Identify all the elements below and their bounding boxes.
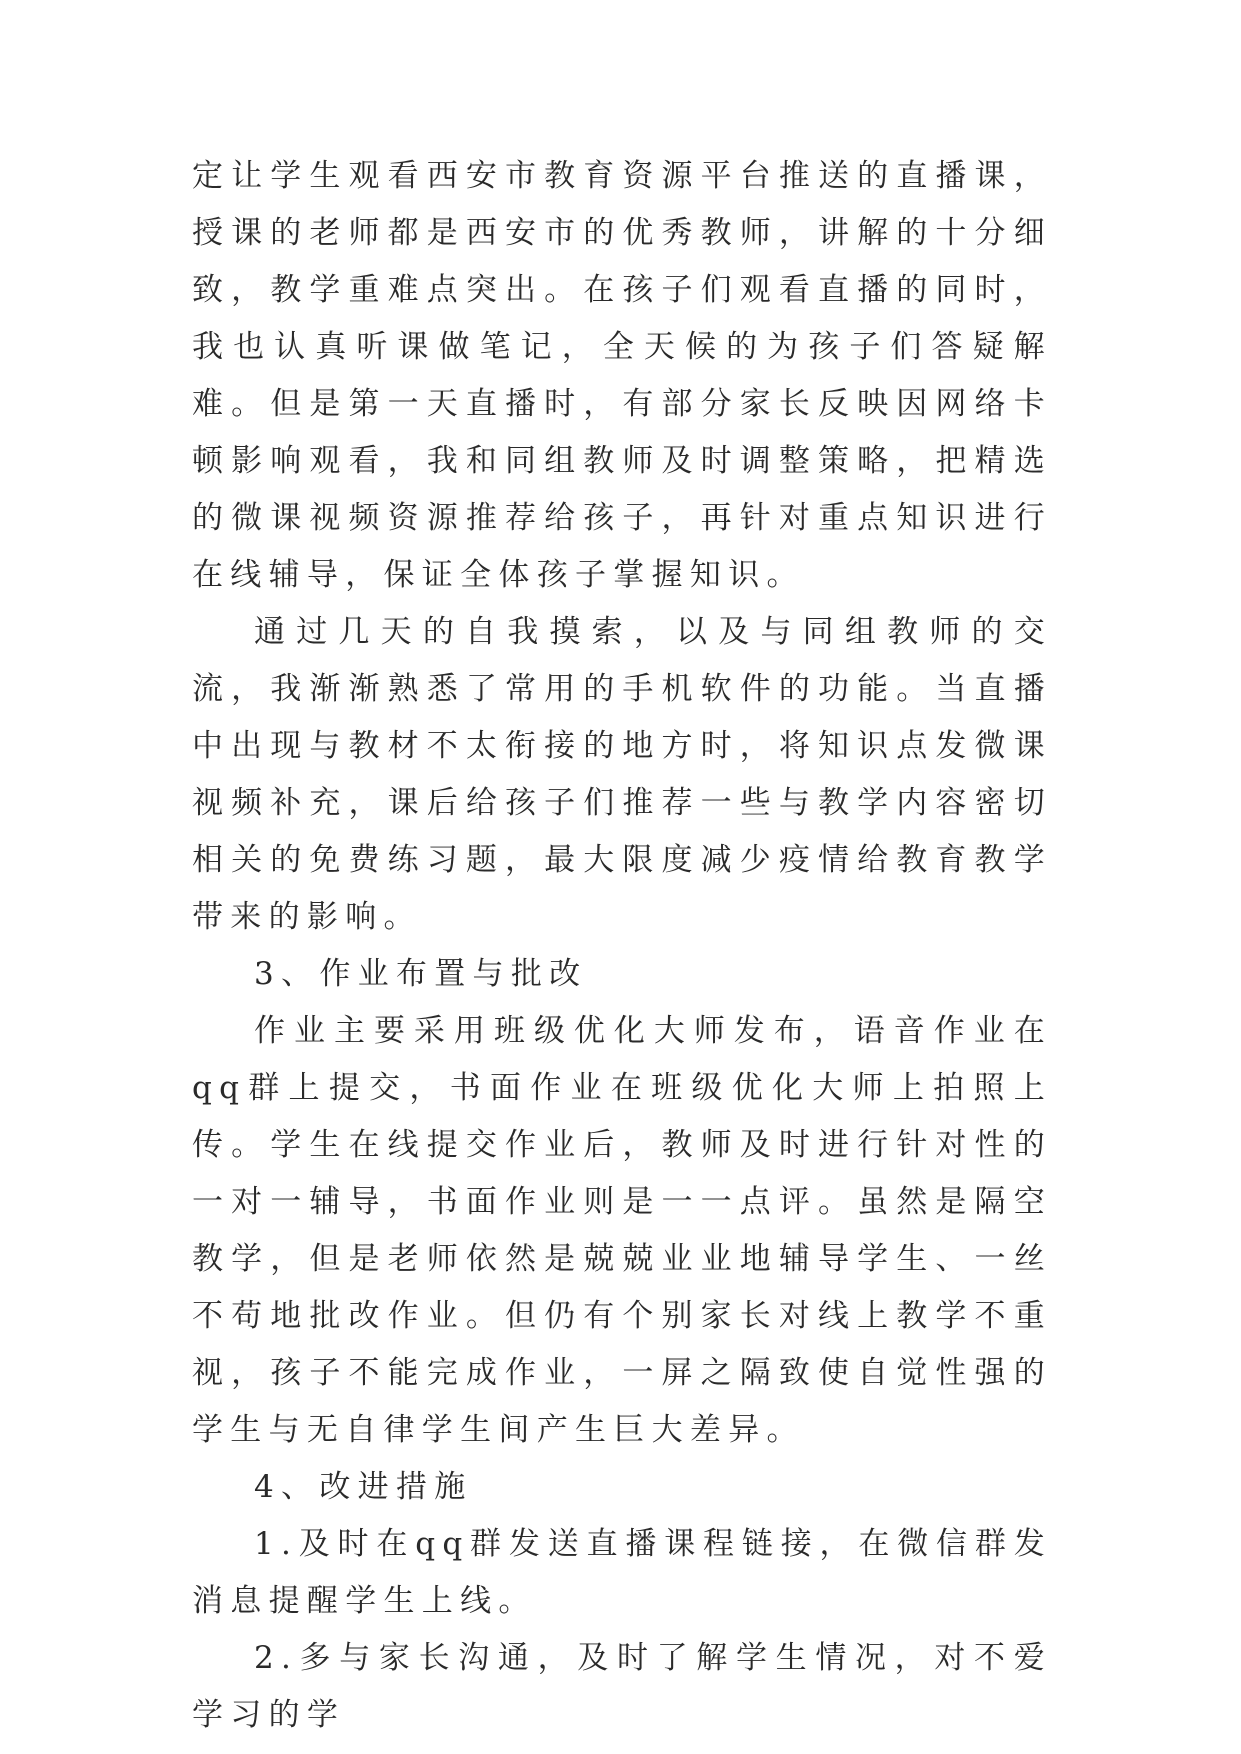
paragraph-live-lessons: 定让学生观看西安市教育资源平台推送的直播课，授课的老师都是西安市的优秀教师，讲解的十分细致，教学重难点突出。在孩子们观看直播的同时，我也认真听课做笔记，全天候的为孩子们答疑解难。但是第一天直播时，有部分家长反映因网络卡顿影响观看，我和同组教师及时调整策略，把精选的微课视频资源推荐给孩子，再针对重点知识进行在线辅导，保证全体孩子掌握知识。 xyxy=(192,158,1052,593)
section-heading-improvements: 4、改进措施 xyxy=(254,1469,473,1505)
document-body xyxy=(192,148,1052,1744)
paragraph-self-exploration: 通过几天的自我摸索，以及与同组教师的交流，我渐渐熟悉了常用的手机软件的功能。当直播中出现与教材不太衔接的地方时，将知识点发微课视频补充，课后给孩子们推荐一些与教学内容密切相关的免费练习题，最大限度减少疫情给教育教学带来的影响。 xyxy=(192,614,1052,935)
list-item-improvement-2: 2.多与家长沟通，及时了解学生情况，对不爱学习的学 xyxy=(192,1640,1052,1733)
section-heading-homework: 3、作业布置与批改 xyxy=(254,956,588,992)
paragraph-homework: 作业主要采用班级优化大师发布，语音作业在qq群上提交，书面作业在班级优化大师上拍照上传。学生在线提交作业后，教师及时进行针对性的一对一辅导，书面作业则是一一点评。虽然是隔空教学，但是老师依然是兢兢业业地辅导学生、一丝不苟地批改作业。但仍有个别家长对线上教学不重视，孩子不能完成作业，一屏之隔致使自觉性强的学生与无自律学生间产生巨大差异。 xyxy=(192,1013,1052,1448)
list-item-improvement-1: 1.及时在qq群发送直播课程链接，在微信群发消息提醒学生上线。 xyxy=(192,1526,1052,1619)
